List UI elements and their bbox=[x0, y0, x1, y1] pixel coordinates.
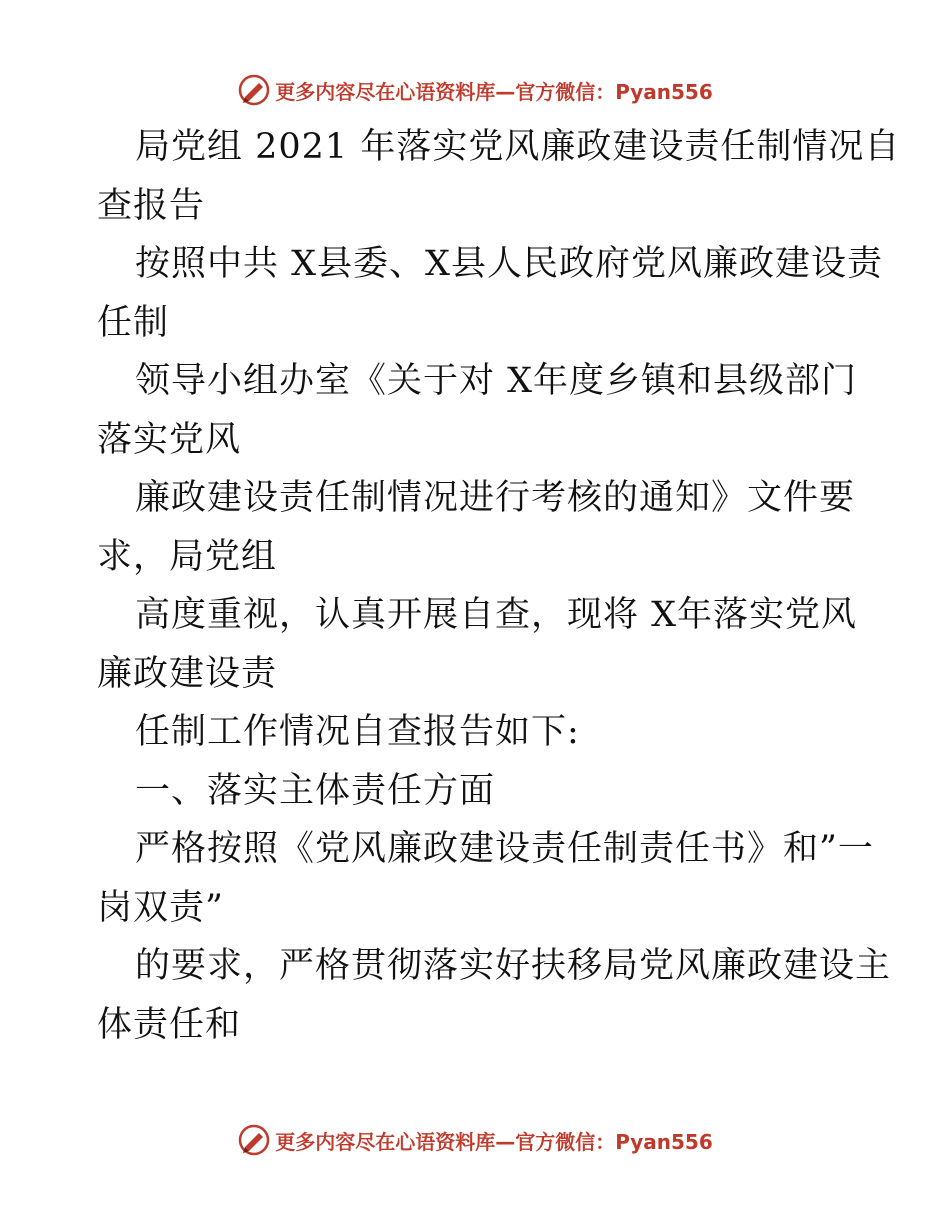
text-line: 求，局党组 bbox=[97, 536, 278, 577]
pen-logo-icon bbox=[237, 73, 271, 107]
text-line: 查报告 bbox=[97, 185, 206, 226]
text-line: 廉政建设责 bbox=[97, 653, 278, 694]
text-line: 体责任和 bbox=[97, 1004, 242, 1045]
section-heading: 一、落实主体责任方面 bbox=[135, 770, 496, 811]
text-line: 廉政建设责任制情况进行考核的通知》文件要 bbox=[135, 478, 856, 518]
text-line: 局党组 2021 年落实党风廉政建设责任制情况自 bbox=[135, 127, 901, 167]
text-line: 严格按照《党风廉政建设责任制责任书》和”一 bbox=[135, 829, 874, 869]
watermark-banner-bottom bbox=[0, 1120, 950, 1160]
text-line: 任制工作情况自查报告如下: bbox=[135, 712, 580, 752]
text-line: 岗双责” bbox=[97, 887, 224, 928]
text-line: 领导小组办室《关于对 X年度乡镇和县级部门 bbox=[135, 361, 858, 401]
watermark-text: 更多内容尽在心语资料库—官方微信：Pyan556 bbox=[275, 79, 713, 104]
document-body bbox=[97, 118, 901, 1054]
watermark-text: 更多内容尽在心语资料库—官方微信：Pyan556 bbox=[275, 1129, 713, 1154]
watermark-banner-top bbox=[0, 70, 950, 110]
pen-logo-icon bbox=[237, 1123, 271, 1157]
text-line: 的要求，严格贯彻落实好扶移局党风廉政建设主 bbox=[135, 946, 892, 986]
text-line: 落实党风 bbox=[97, 419, 242, 460]
text-line: 按照中共 X县委、X县人民政府党风廉政建设责 bbox=[135, 244, 883, 284]
text-line: 高度重视，认真开展自查，现将 X年落实党风 bbox=[135, 595, 858, 635]
text-line: 任制 bbox=[97, 302, 170, 343]
